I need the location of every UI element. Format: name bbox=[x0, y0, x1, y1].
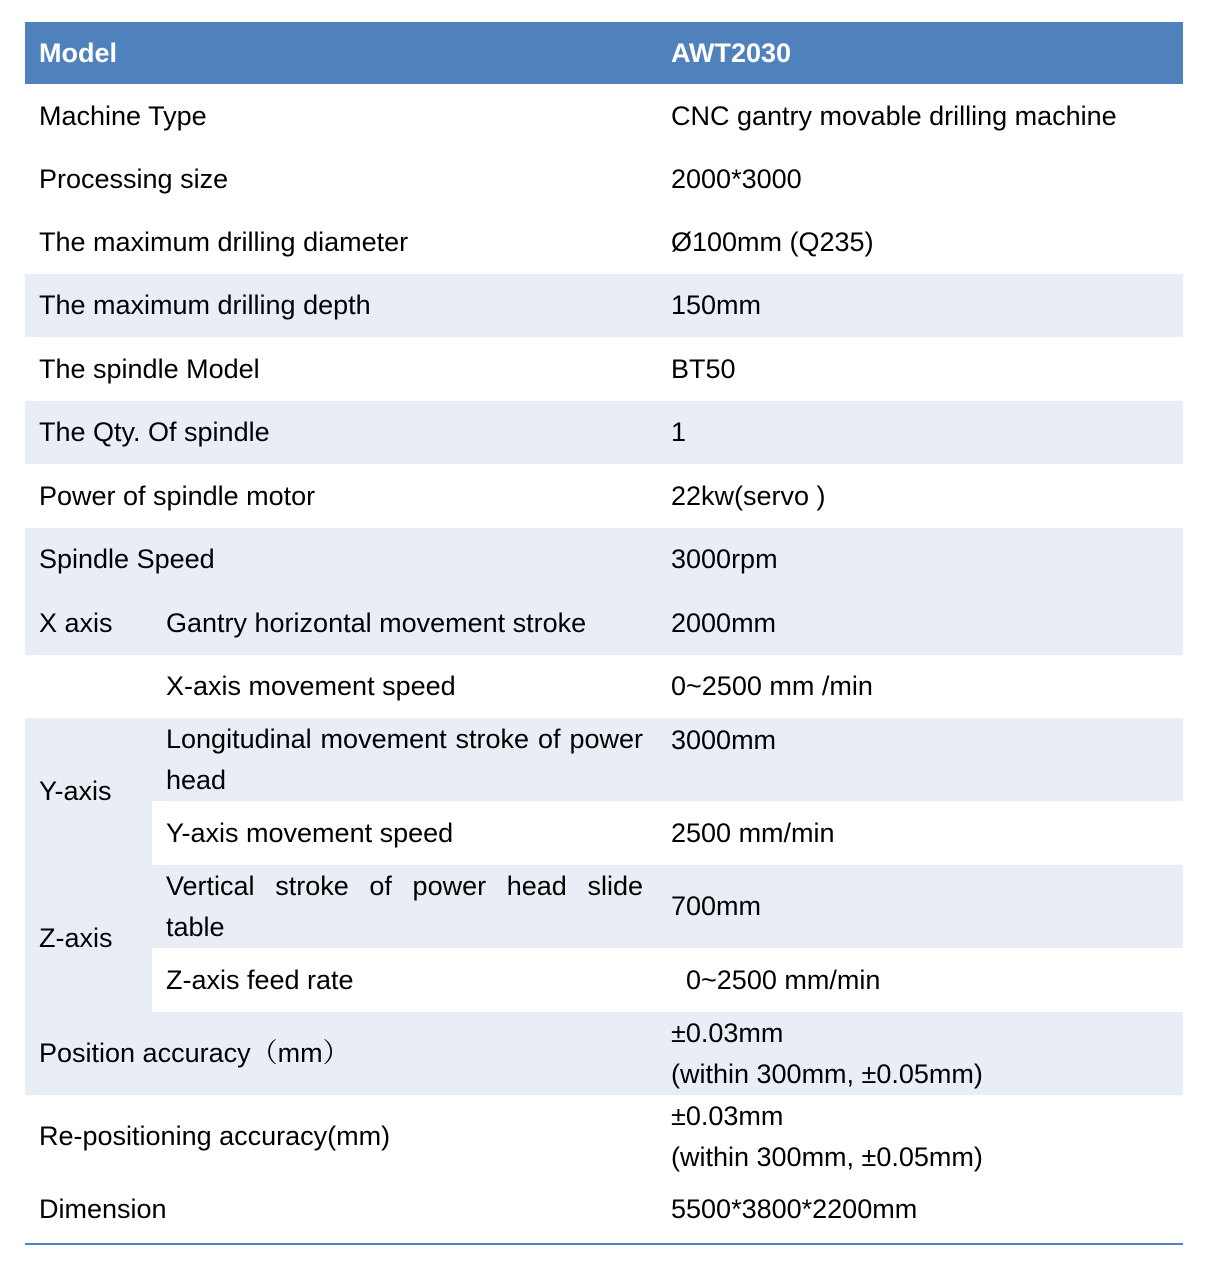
table-row bbox=[25, 948, 1183, 1012]
repositioning-accuracy-label: Re-positioning accuracy(mm) bbox=[39, 1121, 391, 1151]
spindle-speed-label: Spindle Speed bbox=[39, 544, 215, 574]
repositioning-accuracy-value-line2: (within 300mm, ±0.05mm) bbox=[671, 1141, 983, 1172]
header-model-label: Model bbox=[25, 22, 657, 84]
spec-table bbox=[25, 22, 1183, 1240]
x-axis-speed-label: X-axis movement speed bbox=[166, 671, 456, 701]
position-accuracy-value-line1: ±0.03mm bbox=[671, 1017, 784, 1048]
table-row bbox=[25, 865, 1183, 948]
table-row bbox=[25, 1178, 1183, 1240]
table-row bbox=[25, 464, 1183, 528]
spindle-model-label: The spindle Model bbox=[39, 353, 260, 384]
max-drill-diameter-value: Ø100mm (Q235) bbox=[671, 227, 874, 257]
dimension-value: 5500*3800*2200mm bbox=[671, 1193, 918, 1224]
table-bottom-rule bbox=[25, 1243, 1183, 1245]
position-accuracy-value bbox=[657, 1012, 1183, 1095]
table-row bbox=[25, 337, 1183, 401]
max-drill-diameter-label: The maximum drilling diameter bbox=[39, 227, 409, 257]
table-row bbox=[25, 528, 1183, 591]
repositioning-accuracy-value-line1: ±0.03mm bbox=[671, 1100, 784, 1131]
z-axis-stroke-label: Vertical stroke of power head slide table bbox=[166, 870, 643, 942]
x-axis-speed-value: 0~2500 mm /min bbox=[671, 671, 873, 701]
z-axis-feed-value: 0~2500 mm/min bbox=[657, 948, 1183, 1012]
machine-type-value: CNC gantry movable drilling machine bbox=[671, 100, 1117, 131]
x-axis-group-spacer bbox=[25, 655, 152, 718]
table-row bbox=[25, 84, 1183, 148]
z-axis-stroke-value: 700mm bbox=[671, 891, 762, 921]
y-axis-group-label: Y-axis bbox=[25, 718, 152, 865]
spindle-qty-label: The Qty. Of spindle bbox=[39, 417, 270, 447]
x-axis-stroke-label: Gantry horizontal movement stroke bbox=[166, 607, 587, 638]
y-axis-stroke-label: Longitudinal movement stroke of power head bbox=[166, 723, 643, 795]
header-model-value: AWT2030 bbox=[657, 22, 1183, 84]
table-row bbox=[25, 1095, 1183, 1178]
table-row bbox=[25, 211, 1183, 274]
y-axis-speed-label: Y-axis movement speed bbox=[152, 801, 657, 865]
y-axis-speed-value: 2500 mm/min bbox=[657, 801, 1183, 865]
table-row bbox=[25, 655, 1183, 718]
table-row bbox=[25, 274, 1183, 337]
spindle-model-value: BT50 bbox=[671, 353, 736, 384]
table-row bbox=[25, 401, 1183, 464]
z-axis-feed-label: Z-axis feed rate bbox=[152, 948, 657, 1012]
table-row bbox=[25, 591, 1183, 655]
table-row bbox=[25, 148, 1183, 211]
spindle-qty-value: 1 bbox=[671, 417, 687, 447]
spindle-power-value: 22kw(servo ) bbox=[671, 480, 826, 511]
z-axis-group-label: Z-axis bbox=[25, 865, 152, 1012]
y-axis-stroke-value: 3000mm bbox=[671, 725, 777, 755]
repositioning-accuracy-value bbox=[657, 1095, 1183, 1178]
x-axis-group-label: X axis bbox=[39, 607, 113, 638]
table-row bbox=[25, 1012, 1183, 1095]
table-row bbox=[25, 718, 1183, 801]
table-row bbox=[25, 801, 1183, 865]
dimension-label: Dimension bbox=[39, 1193, 167, 1224]
processing-size-value: 2000*3000 bbox=[671, 164, 802, 194]
machine-type-label: Machine Type bbox=[39, 100, 207, 131]
position-accuracy-label: Position accuracy（mm） bbox=[39, 1038, 350, 1068]
spindle-speed-value: 3000rpm bbox=[671, 544, 778, 574]
header-row bbox=[25, 22, 1183, 84]
x-axis-stroke-value: 2000mm bbox=[671, 607, 777, 638]
position-accuracy-value-line2: (within 300mm, ±0.05mm) bbox=[671, 1058, 983, 1089]
max-drill-depth-value: 150mm bbox=[671, 290, 762, 320]
processing-size-label: Processing size bbox=[39, 164, 229, 194]
max-drill-depth-label: The maximum drilling depth bbox=[39, 290, 371, 320]
spindle-power-label: Power of spindle motor bbox=[39, 480, 316, 511]
